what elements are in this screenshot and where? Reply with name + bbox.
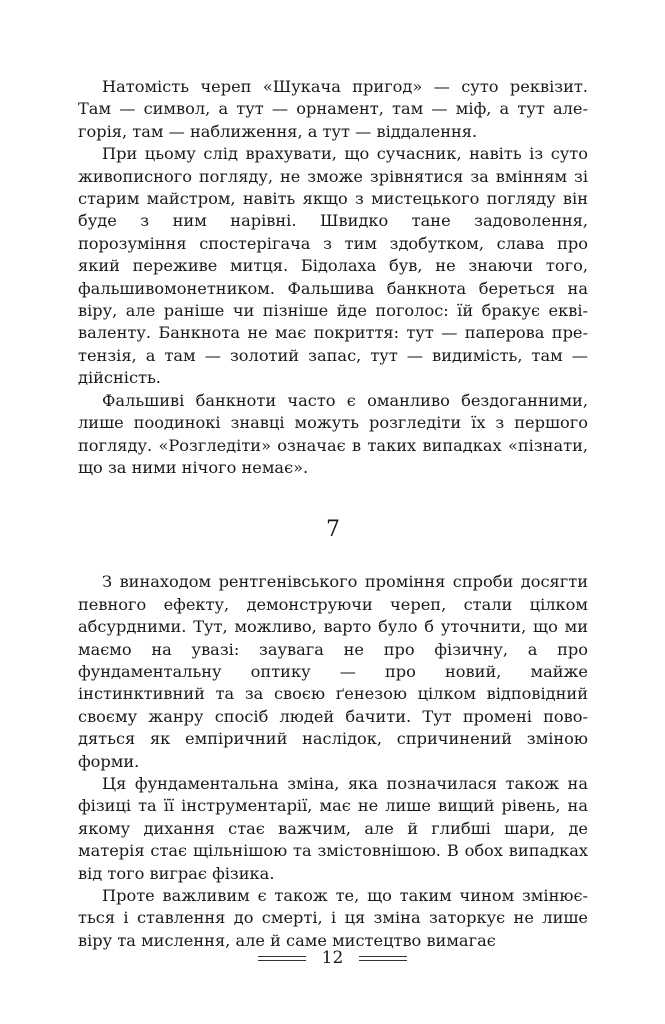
footer-rule-right [359, 956, 407, 961]
paragraph: Натомість череп «Шукача пригод» — суто реквізит. Там — символ, а тут — орнамент, там — міф, а тут алегорія, там — наближення, а тут — віддалення. [78, 77, 588, 141]
paragraph: Проте важливим є також те, що таким чином змінюється і ставлення до смерті, і ця зміна заторкує не лише віру та мислення, але й саме мистецтво вимагає [78, 886, 588, 950]
paragraph: Ця фундаментальна зміна, яка позначилася також на фізиці та її інструментарії, має не лише вищий рівень, на якому дихання стає важчим, але й глибші шари, де матерія стає щільнішою та змістовнішою. В обох випадках від того виграє фізика. [78, 773, 588, 883]
page-footer [0, 946, 665, 970]
section-heading-number: 7 [326, 517, 340, 543]
paragraph: Фальшиві банкноти часто є оманливо бездоганними, лише поодинокі знавці можуть розгледіти їх з першого погляду. «Розгледіти» означає в таких випадках «пізнати, що за ними нічого немає». [78, 390, 588, 477]
page-body [78, 76, 588, 952]
page-number: 12 [321, 948, 344, 968]
paragraph: При цьому слід врахувати, що сучасник, навіть із суто живописного погляду, не зможе зрівнятися за вмінням зі старим майстром, навіть якщо з мистецького погляду він буде з ним нарівні. Швидко тане задоволення, порозуміння спостерігача з тим здобутком, слава про який переживе митця. Бідолаха був, не знаючи того, фальшивомонетником. Фальшива банкнота береться на віру, але раніше чи пізніше йде поголос: їй бракує еквіваленту. Банкнота не має покриття: тут — паперова претензія, а там — золотий запас, тут — видимість, там — дійсність. [78, 144, 588, 388]
footer-rule-left [258, 956, 306, 961]
paragraph: З винаходом рентгенівського проміння спроби досягти певного ефекту, демонструючи череп, стали цілком абсурдними. Тут, можливо, варто було б уточнити, що ми маємо на увазі: заувага не про фізичну, а про фундаментальну оптику — про новий, майже інстинктивний та за своєю ґенезою цілком відповідний своєму жанру спосіб людей бачити. Тут промені поводяться як емпіричний наслідок, спричинений зміною форми. [78, 572, 588, 771]
